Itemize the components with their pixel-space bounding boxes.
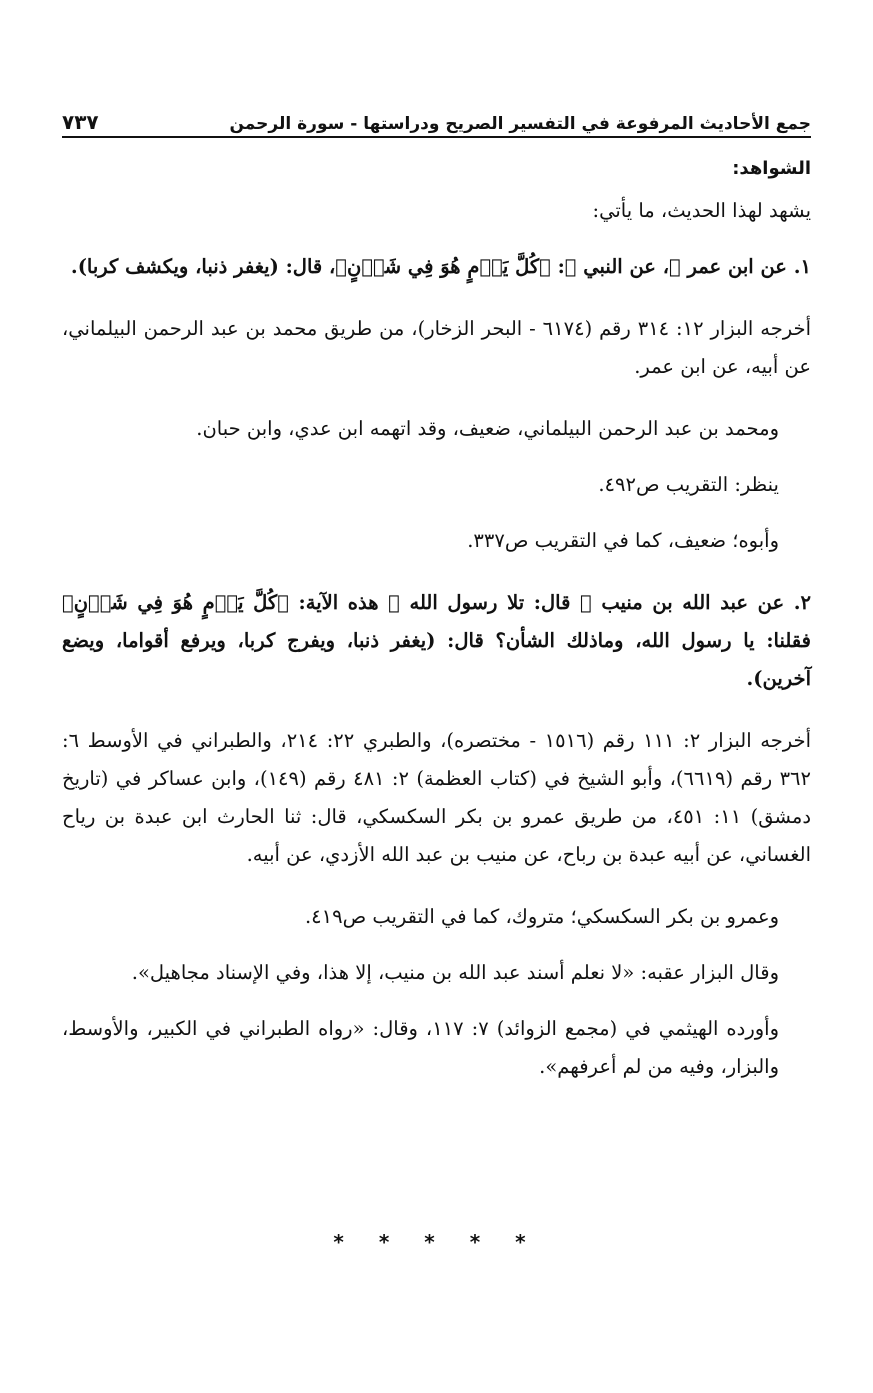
hadith-1: ١. عن ابن عمر ﷺ، عن النبي ﷺ: ﴿كُلَّ يَوۡمٍ هُوَ فِي شَأۡنٍ﴾، قال: (يغفر ذنبا، ويكشف كربا).: [70, 255, 811, 278]
page-number: ٧٣٧: [62, 110, 99, 134]
section-heading: الشواهد:: [732, 158, 811, 179]
page-body: [62, 150, 811, 1110]
narrator-note-2: وأبوه؛ ضعيف، كما في التقريب ص٣٣٧.: [467, 529, 779, 552]
page-header: [62, 104, 811, 138]
hadith-2: ٢. عن عبد الله بن منيب ﷺ قال: تلا رسول الله ﷺ هذه الآية: ﴿كُلَّ يَوۡمٍ هُوَ فِي شَأۡنٍ﴾ فقلنا: يا رسول الله، وماذلك الشأن؟ قال: (يغفر ذنبا، ويفرج كربا، ويرفع أقواما، ويضع آخرين).: [62, 591, 811, 690]
narrator-note-3: وعمرو بن بكر السكسكي؛ متروك، كما في التقريب ص٤١٩.: [304, 905, 779, 928]
narrator-note-1: ومحمد بن عبد الرحمن البيلماني، ضعيف، وقد اتهمه ابن عدي، وابن حبان.: [196, 417, 779, 440]
takhrij-1: أخرجه البزار ١٢: ٣١٤ رقم (٦١٧٤ - البحر الزخار)، من طريق محمد بن عبد الرحمن البيلماني، عن أبيه، عن ابن عمر.: [62, 317, 811, 378]
bazzar-comment: وقال البزار عقبه: «لا نعلم أسند عبد الله بن منيب، إلا هذا، وفي الإسناد مجاهيل».: [131, 961, 779, 984]
running-title: جمع الأحاديث المرفوعة في التفسير الصريح ودراستها - سورة الرحمن: [229, 114, 811, 134]
section-separator: * * * * *: [333, 1230, 540, 1254]
haythami-comment: وأورده الهيثمي في (مجمع الزوائد) ٧: ١١٧، وقال: «رواه الطبراني في الكبير، والأوسط، والبزار، وفيه من لم أعرفهم».: [62, 1017, 780, 1078]
intro-paragraph: يشهد لهذا الحديث، ما يأتي:: [592, 199, 811, 222]
takhrij-2: أخرجه البزار ٢: ١١١ رقم (١٥١٦ - مختصره)، والطبري ٢٢: ٢١٤، والطبراني في الأوسط ٦: ٣٦٢ رقم (٦٦١٩)، وأبو الشيخ في (كتاب العظمة) ٢: ٤٨١ رقم (١٤٩)، وابن عساكر في (تاريخ دمشق) ١١: ٤٥١، من طريق عمرو بن بكر السكسكي، قال: ثنا الحارث ابن عبدة بن رياح الغساني، عن أبيه عبدة بن رباح، عن منيب بن عبد الله الأزدي، عن أبيه.: [62, 729, 812, 866]
reference-1: ينظر: التقريب ص٤٩٢.: [598, 473, 779, 496]
